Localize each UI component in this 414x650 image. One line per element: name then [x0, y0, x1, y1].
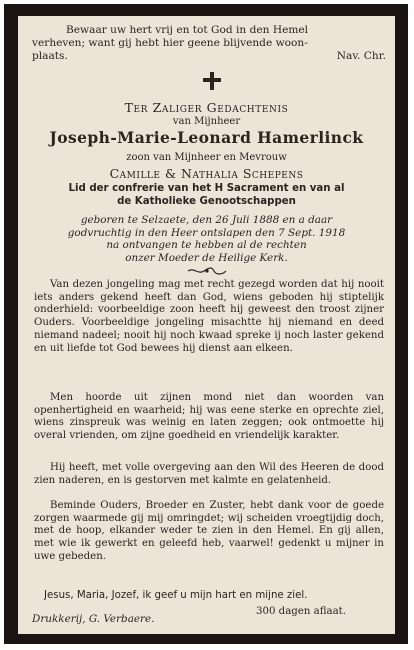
body-paragraph: Hij heeft, met volle overgeving aan den Wil des Heeren de dood zien naderen, en is gestorven met kalmte en gelatenheid. — [34, 462, 384, 486]
memorial-heading: Ter Zaliger Gedachtenis — [124, 100, 289, 115]
motto-line: verheven; want gij hebt hier geene blijvende woon- — [32, 37, 308, 49]
printer-credit: Drukkerij, G. Verbaere. — [32, 613, 155, 625]
cross-icon — [203, 72, 221, 90]
van-mijnheer: van Mijnheer — [172, 116, 241, 127]
birth-death-dates: geboren te Selzaete, den 26 Juli 1888 en a daar godvruchtig in den Heer ontslapen den 7 Sept. 1918 na ontvangen te hebben al de rechten onzer Moeder de Heilige Kerk. — [67, 214, 346, 264]
body-paragraph: Beminde Ouders, Broeder en Zuster, hebt dank voor de goede zorgen waarmede gij mij omringdet; wij scheiden vroegtijdig doch, met de hoop, elkander weder te zien in den Hemel. En gij allen, met wie ik gewerkt en geleefd heb, vaarwel! gedenkt u mijner in uwe gebeden. — [34, 500, 384, 562]
ornament-divider-icon — [186, 266, 228, 276]
memorial-card — [18, 16, 395, 634]
motto-line-end: plaats. — [32, 50, 68, 62]
son-of-line: zoon van Mijnheer en Mevrouw — [126, 152, 287, 163]
memorial-card-border — [4, 4, 408, 644]
parents-names: Camille & Nathalia Schepens — [109, 166, 304, 181]
deceased-name: Joseph-Marie-Leonard Hamerlinck — [49, 128, 364, 147]
motto — [32, 24, 386, 63]
body-paragraph: Van dezen jongeling mag met recht gezegd worden dat hij nooit iets anders gekend heeft dan God, wiens geboden hij stiptelijk onderhield: voorbeeldige zoon heeft hij geweest den troost zijner Ouders. Voorbeeldige jongeling misachtte hij niemand en deed niemand nadeel; nooit hij noch kwaad spreke ij noch laster gekend en uit liefde tot God bewees hij dienst aan elkeen. — [34, 279, 384, 354]
membership-text: Lid der confrerie van het H Sacrament en van al de Katholieke Genootschappen — [68, 183, 345, 207]
body-paragraph: Men hoorde uit zijnen mond niet dan woorden van openhertigheid en waarheid; hij was eene sterke en oprechte ziel, wiens zinspreuk was weinig en laten zeggen; ook ontmoette hij overal vrienden, om zijne goedheid en vriendelijk karakter. — [34, 392, 384, 442]
indulgence-note: 300 dagen aflaat. — [256, 606, 346, 617]
motto-source: Nav. Chr. — [336, 50, 386, 62]
closing-prayer: Jesus, Maria, Jozef, ik geef u mijn hart en mijne ziel. — [44, 590, 308, 601]
motto-line: Bewaar uw hert vrij en tot God in den Hemel — [66, 24, 309, 36]
